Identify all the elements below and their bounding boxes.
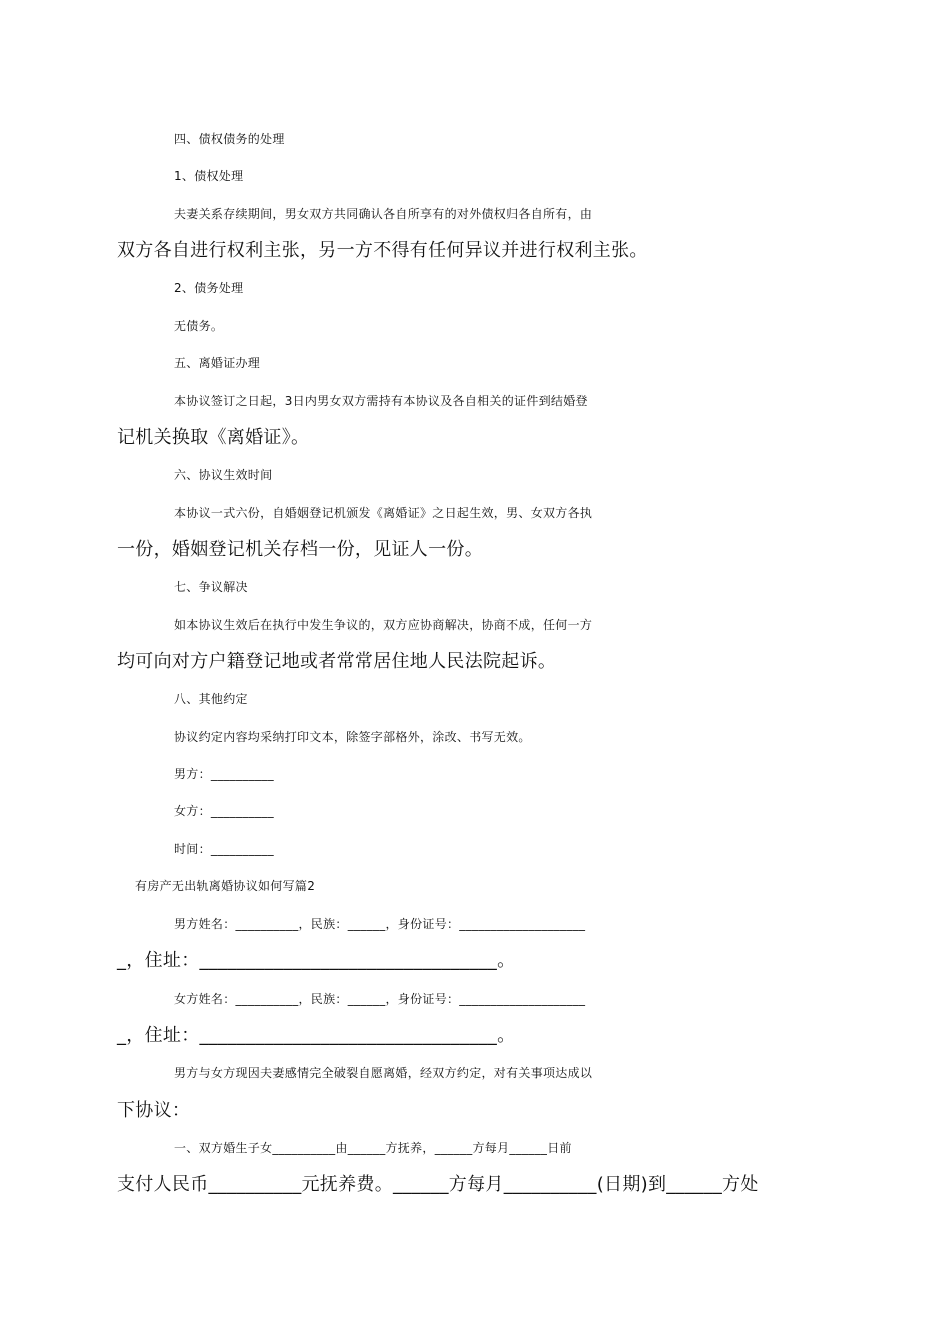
form-line-female-info: 女方姓名：__________，民族：______，身份证号：____________________	[174, 992, 586, 1006]
paragraph-line: 记机关换取《离婚证》。	[117, 427, 310, 448]
subheading-claims: 1、债权处理	[174, 169, 244, 183]
section-heading-disputes: 七、争议解决	[174, 580, 248, 594]
paragraph-line: 本协议签订之日起，3日内男女双方需持有本协议及各自相关的证件到结婚登	[174, 394, 588, 408]
signature-line-male: 男方：__________	[174, 767, 274, 781]
signature-line-date: 时间：__________	[174, 842, 274, 856]
clause-line: 一、双方婚生子女__________由______方抚养，______方每月______日前	[174, 1141, 572, 1155]
signature-line-female: 女方：__________	[174, 804, 274, 818]
section-heading-other: 八、其他约定	[174, 692, 248, 706]
paragraph-line: 夫妻关系存续期间，男女双方共同确认各自所享有的对外债权归各自所有，由	[174, 207, 593, 221]
paragraph-line: 男方与女方现因夫妻感情完全破裂自愿离婚，经双方约定，对有关事项达成以	[174, 1066, 593, 1080]
form-line-male-info: 男方姓名：__________，民族：______，身份证号：____________________	[174, 917, 586, 931]
paragraph-line: 均可向对方户籍登记地或者常常居住地人民法院起诉。	[117, 651, 557, 672]
paragraph-line: 下协议：	[117, 1100, 191, 1121]
paragraph-line: 一份，婚姻登记机关存档一份，见证人一份。	[117, 539, 483, 560]
form-line-female-address: _，住址：________________________________。	[117, 1025, 516, 1046]
paragraph-line: 协议约定内容均采纳打印文本，除签字部格外，涂改、书写无效。	[174, 730, 531, 744]
section-heading-effective: 六、协议生效时间	[174, 468, 273, 482]
clause-line: 支付人民币__________元抚养费。______方每月__________(日期)到______方处	[117, 1174, 759, 1195]
section-heading-certificate: 五、离婚证办理	[174, 356, 261, 370]
paragraph-line: 双方各自进行权利主张，另一方不得有任何异议并进行权利主张。	[117, 240, 648, 261]
article-title: 有房产无出轨离婚协议如何写篇2	[135, 879, 316, 893]
subheading-debts: 2、债务处理	[174, 281, 244, 295]
paragraph-line: 本协议一式六份，自婚姻登记机颁发《离婚证》之日起生效，男、女双方各执	[174, 506, 593, 520]
form-line-male-address: _，住址：________________________________。	[117, 950, 516, 971]
section-heading-debts: 四、债权债务的处理	[174, 132, 285, 146]
paragraph-line: 如本协议生效后在执行中发生争议的，双方应协商解决，协商不成，任何一方	[174, 618, 593, 632]
paragraph-line: 无债务。	[174, 319, 224, 333]
